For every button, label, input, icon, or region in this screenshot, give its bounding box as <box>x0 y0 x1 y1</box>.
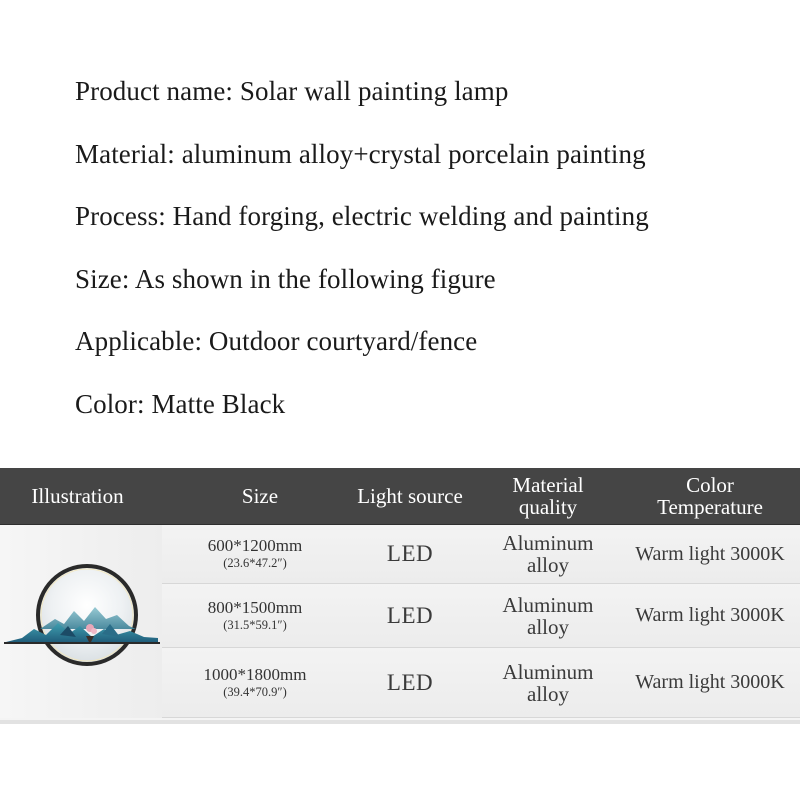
size-cell: 600*1200mm (23.6*47.2″) <box>207 536 303 570</box>
temperature-cell: Warm light 3000K <box>635 671 785 693</box>
spec-applicable: Applicable: Outdoor courtyard/fence <box>75 326 478 356</box>
table-bottom-border <box>0 720 800 724</box>
material-cell: Aluminum alloy <box>502 531 594 577</box>
spec-product-name: Product name: Solar wall painting lamp <box>75 76 509 106</box>
size-cell: 800*1500mm (31.5*59.1″) <box>207 597 303 632</box>
light-source-cell: LED <box>386 602 434 628</box>
size-table <box>0 468 800 724</box>
lamp-disc <box>38 566 136 664</box>
table-row <box>162 648 800 718</box>
table-row <box>162 584 800 648</box>
product-specs <box>75 78 649 453</box>
light-source-cell: LED <box>386 541 434 566</box>
spec-material: Material: aluminum alloy+crystal porcelain painting <box>75 138 646 169</box>
base-shelf <box>4 642 160 644</box>
header-material-quality: Material quality <box>512 473 584 519</box>
spec-color: Color: Matte Black <box>75 388 286 419</box>
table-row <box>162 525 800 584</box>
lamp-illustration <box>0 525 162 718</box>
material-cell: Aluminum alloy <box>502 592 594 639</box>
material-cell: Aluminum alloy <box>502 659 594 706</box>
illustration-cell <box>0 525 162 718</box>
table-header <box>0 468 800 525</box>
size-cell: 1000*1800mm (39.4*70.9″) <box>203 664 307 699</box>
spec-size: Size: As shown in the following figure <box>75 263 496 294</box>
light-source-cell: LED <box>386 669 434 695</box>
header-illustration: Illustration <box>31 483 124 508</box>
temperature-cell: Warm light 3000K <box>635 542 785 565</box>
header-light-source: Light source <box>357 483 463 508</box>
spec-process: Process: Hand forging, electric welding and painting <box>75 201 649 231</box>
header-size: Size <box>241 483 279 508</box>
temperature-cell: Warm light 3000K <box>635 604 785 626</box>
header-color-temperature: Color Temperature <box>657 473 763 519</box>
